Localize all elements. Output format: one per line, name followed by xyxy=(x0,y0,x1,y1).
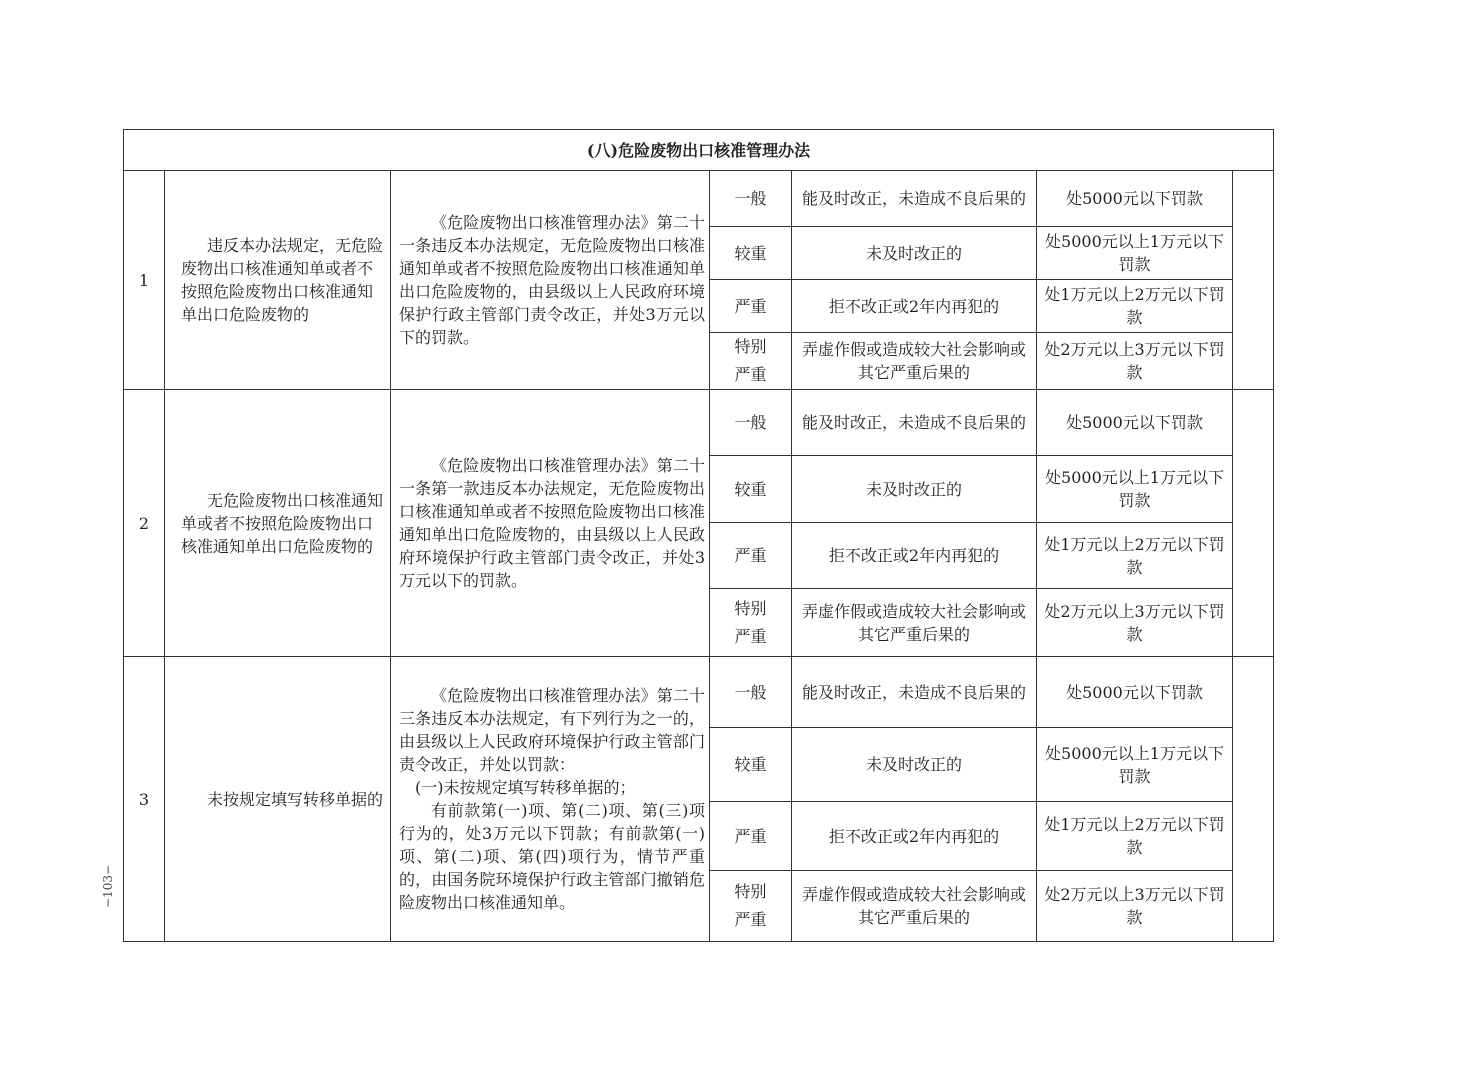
remarks-cell xyxy=(1233,390,1274,657)
severity-level: 一般 xyxy=(710,171,792,227)
circumstance: 未及时改正的 xyxy=(792,456,1037,523)
remarks-cell xyxy=(1233,657,1274,942)
section-title: (八)危险废物出口核准管理办法 xyxy=(124,130,1274,171)
penalty: 处1万元以上2万元以下罚款 xyxy=(1037,523,1233,589)
penalty: 处5000元以下罚款 xyxy=(1037,171,1233,227)
severity-level: 严重 xyxy=(710,280,792,333)
item-number: 3 xyxy=(124,657,165,942)
penalty-standard-table xyxy=(123,129,1274,942)
item-number: 1 xyxy=(124,171,165,390)
page-number: −103− xyxy=(101,864,115,908)
severity-level: 较重 xyxy=(710,227,792,280)
circumstance: 拒不改正或2年内再犯的 xyxy=(792,523,1037,589)
penalty: 处5000元以上1万元以下罚款 xyxy=(1037,456,1233,523)
legal-basis-paragraph: 《危险废物出口核准管理办法》第二十一条违反本办法规定，无危险废物出口核准通知单或者不按照危险废物出口核准通知单出口危险废物的，由县级以上人民政府环境保护行政主管部门责令改正，并处3万元以下的罚款。 xyxy=(399,213,705,347)
legal-basis-paragraph: 有前款第(一)项、第(二)项、第(三)项行为的，处3万元以下罚款；有前款第(一)项、第(二)项、第(四)项行为，情节严重的，由国务院环境保护行政主管部门撤销危险废物出口核准通知单。 xyxy=(399,801,705,912)
severity-level: 特别 严重 xyxy=(710,589,792,657)
table-row xyxy=(124,657,1274,728)
violation-behavior: 违反本办法规定，无危险废物出口核准通知单或者不按照危险废物出口核准通知单出口危险废物的 xyxy=(165,171,391,390)
circumstance: 能及时改正，未造成不良后果的 xyxy=(792,171,1037,227)
penalty: 处5000元以上1万元以下罚款 xyxy=(1037,728,1233,802)
table-row xyxy=(124,171,1274,227)
severity-level: 一般 xyxy=(710,390,792,456)
circumstance: 能及时改正，未造成不良后果的 xyxy=(792,390,1037,456)
circumstance: 弄虚作假或造成较大社会影响或其它严重后果的 xyxy=(792,333,1037,390)
severity-level: 一般 xyxy=(710,657,792,728)
table-row xyxy=(124,390,1274,456)
legal-basis-paragraph: 《危险废物出口核准管理办法》第二十三条违反本办法规定，有下列行为之一的，由县级以上人民政府环境保护行政主管部门责令改正，并处以罚款： xyxy=(399,686,705,774)
severity-level: 较重 xyxy=(710,456,792,523)
penalty: 处2万元以上3万元以下罚款 xyxy=(1037,871,1233,942)
legal-basis xyxy=(391,657,710,942)
legal-basis xyxy=(391,390,710,657)
severity-level: 特别 严重 xyxy=(710,333,792,390)
severity-level: 特别 严重 xyxy=(710,871,792,942)
penalty: 处5000元以上1万元以下罚款 xyxy=(1037,227,1233,280)
violation-behavior: 未按规定填写转移单据的 xyxy=(165,657,391,942)
penalty: 处1万元以上2万元以下罚款 xyxy=(1037,802,1233,871)
circumstance: 拒不改正或2年内再犯的 xyxy=(792,802,1037,871)
section-title-row xyxy=(124,130,1274,171)
penalty: 处5000元以下罚款 xyxy=(1037,390,1233,456)
circumstance: 未及时改正的 xyxy=(792,728,1037,802)
circumstance: 能及时改正，未造成不良后果的 xyxy=(792,657,1037,728)
penalty: 处2万元以上3万元以下罚款 xyxy=(1037,333,1233,390)
severity-level: 严重 xyxy=(710,802,792,871)
item-number: 2 xyxy=(124,390,165,657)
penalty: 处5000元以下罚款 xyxy=(1037,657,1233,728)
legal-basis-paragraph: 《危险废物出口核准管理办法》第二十一条第一款违反本办法规定，无危险废物出口核准通知单或者不按照危险废物出口核准通知单出口危险废物的，由县级以上人民政府环境保护行政主管部门责令改正，并处3万元以下的罚款。 xyxy=(399,456,705,590)
circumstance: 拒不改正或2年内再犯的 xyxy=(792,280,1037,333)
remarks-cell xyxy=(1233,171,1274,390)
legal-basis-paragraph: (一)未按规定填写转移单据的； xyxy=(415,778,636,797)
severity-level: 较重 xyxy=(710,728,792,802)
severity-level: 严重 xyxy=(710,523,792,589)
circumstance: 未及时改正的 xyxy=(792,227,1037,280)
penalty: 处2万元以上3万元以下罚款 xyxy=(1037,589,1233,657)
circumstance: 弄虚作假或造成较大社会影响或其它严重后果的 xyxy=(792,871,1037,942)
legal-basis xyxy=(391,171,710,390)
violation-behavior: 无危险废物出口核准通知单或者不按照危险废物出口核准通知单出口危险废物的 xyxy=(165,390,391,657)
circumstance: 弄虚作假或造成较大社会影响或其它严重后果的 xyxy=(792,589,1037,657)
penalty: 处1万元以上2万元以下罚款 xyxy=(1037,280,1233,333)
